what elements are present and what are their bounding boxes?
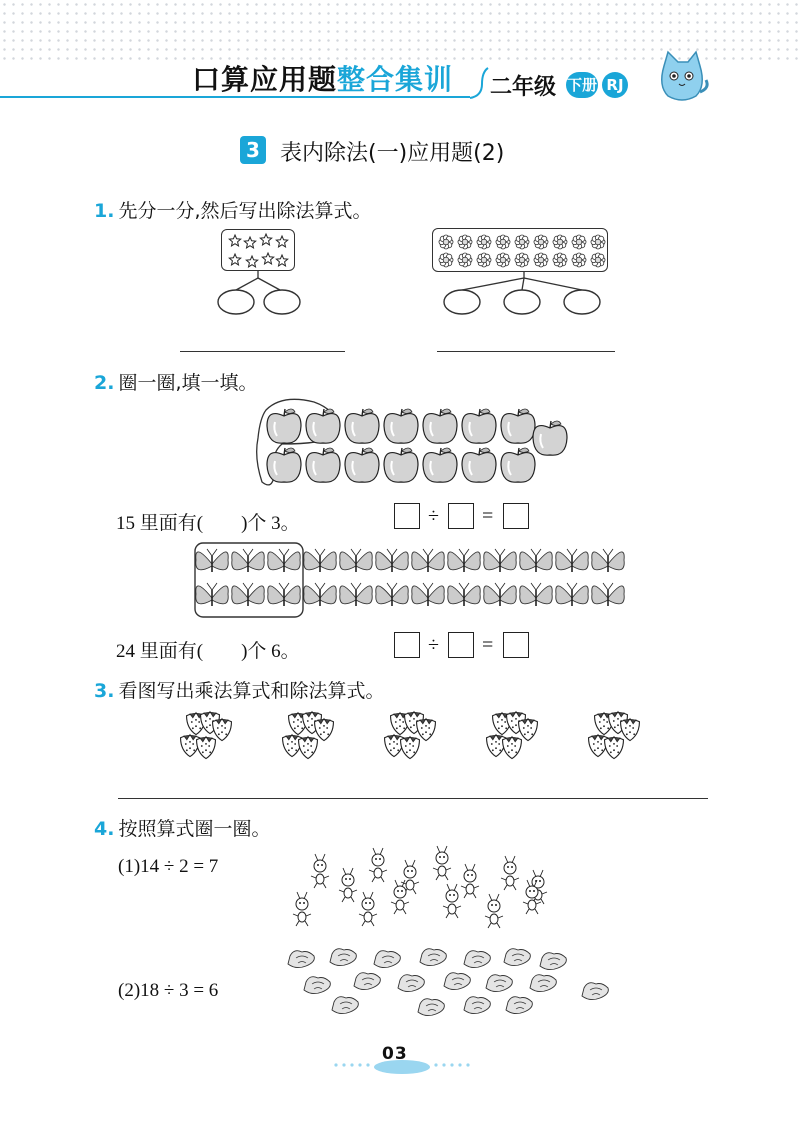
answer-line[interactable] [118,798,708,799]
flower-icon [458,253,472,267]
flower-icon [496,253,510,267]
question-1 [94,196,372,223]
flower-icon [433,229,609,273]
q2-line-1: 15 里面有( )个 3。 [116,513,300,534]
edition-badge [602,72,628,98]
flower-icon [572,253,586,267]
divide-sign: ÷ [428,505,439,527]
flower-icon [398,975,424,992]
strawberry-icon [417,719,436,741]
answer-oval[interactable] [564,290,600,314]
flower-icon [506,997,532,1014]
star-icon [229,254,240,265]
answer-oval[interactable] [504,290,540,314]
ant-icon [311,854,329,888]
strawberry-group [170,704,650,766]
butterfly-icon [520,549,552,572]
flowers-split-diagram [436,272,612,322]
header-title [192,58,453,98]
butterfly-icon [304,583,336,606]
butterfly-icon [448,549,480,572]
strawberry-icon [519,719,538,741]
ant-icon [461,864,479,898]
butterfly-icon [340,583,372,606]
q4-item-1: (1)14 ÷ 2 = 7 [118,856,219,877]
butterfly-icon [196,583,228,606]
star-icon [276,255,287,266]
butterfly-icon [340,549,372,572]
q2-line-2: 24 里面有( )个 6。 [116,641,300,662]
strawberry-icon [503,737,522,759]
flower-icon [374,951,400,968]
flower-icon [439,235,453,249]
section-title: 表内除法(一)应用题(2) [280,141,505,166]
edition-badge-text: RJ [602,72,628,98]
butterfly-group [194,542,634,622]
header-divider [468,66,488,100]
header-title-main: 口算应用题 [192,63,338,96]
butterfly-icon [268,549,300,572]
flower-icon [304,977,330,994]
apple-icon [533,421,567,455]
apple-icon [345,448,379,482]
butterfly-icon [232,583,264,606]
question-4 [94,814,270,841]
question-1-number: 1. [94,200,115,222]
answer-box[interactable] [503,503,529,529]
answer-box[interactable] [448,632,474,658]
butterfly-icon [376,583,408,606]
question-3-text: 看图写出乘法算式和除法算式。 [118,680,385,702]
answer-oval[interactable] [264,290,300,314]
strawberry-icon [197,737,216,759]
question-1-text: 先分一分,然后写出除法算式。 [118,200,372,222]
flowers-box [432,228,608,272]
apple-icon [501,448,535,482]
q4-item-2: (2)18 ÷ 3 = 6 [118,980,219,1001]
butterfly-icon [412,583,444,606]
apple-icon [306,448,340,482]
divide-sign: ÷ [428,634,439,656]
flower-icon [330,949,356,966]
header-title-accent: 整合集训 [337,63,454,96]
flower-icon [591,235,605,249]
butterfly-icon [376,549,408,572]
answer-box[interactable] [394,632,420,658]
flower-icon [591,253,605,267]
flower-icon [288,951,314,968]
ant-icon [501,856,519,890]
apple-icon [462,448,496,482]
butterfly-icon [484,583,516,606]
star-icon [276,236,287,247]
butterfly-icon [592,583,624,606]
equals-sign: = [482,634,494,656]
flower-icon [486,975,512,992]
grade-label: 二年级 [490,75,557,100]
flower-icon [553,253,567,267]
flower-icon [439,253,453,267]
flower-icon [282,944,622,1030]
strawberry-icon [213,719,232,741]
butterfly-icon [448,583,480,606]
answer-box[interactable] [448,503,474,529]
flower-icon [477,235,491,249]
strawberry-icon [621,719,640,741]
butterfly-icon [232,549,264,572]
ant-icon [443,884,461,918]
apple-icon [267,409,301,443]
apple-icon [306,409,340,443]
header-rule [0,96,470,98]
apple-icon [384,448,418,482]
flower-icon [515,253,529,267]
ant-icon [433,846,451,880]
star-icon [222,230,296,272]
flower-icon [418,999,444,1016]
ant-icon [369,848,387,882]
question-3-number: 3. [94,680,115,702]
flower-icon [515,235,529,249]
flower-icon [496,235,510,249]
flower-icon [553,235,567,249]
question-2 [94,368,258,395]
answer-line[interactable] [437,351,615,352]
apple-icon [423,409,457,443]
ant-icon [293,892,311,926]
apple-icon [462,409,496,443]
page-number: 03 [382,1044,408,1064]
volume-badge-text: 下册 [566,72,598,98]
equals-sign: = [482,505,494,527]
butterfly-icon [556,583,588,606]
question-4-text: 按照算式圈一圈。 [118,818,271,840]
butterfly-icon [268,583,300,606]
answer-oval[interactable] [218,290,254,314]
flower-icon [504,949,530,966]
apple-group [252,398,582,493]
strawberry-icon [401,737,420,759]
answer-oval[interactable] [444,290,480,314]
ant-icon [485,894,503,928]
stars-box [221,229,295,271]
butterfly-icon [556,549,588,572]
star-icon [260,234,271,245]
apple-icon [267,448,301,482]
answer-line[interactable] [180,351,345,352]
flower-icon [534,235,548,249]
flower-icon [332,997,358,1014]
star-icon [244,237,255,248]
flower-icon [464,951,490,968]
strawberry-icon [299,737,318,759]
butterfly-icon [484,549,516,572]
strawberry-icon [605,737,624,759]
flower-icon [530,975,556,992]
flower-icon [354,973,380,990]
star-icon [246,256,257,267]
answer-box[interactable] [503,632,529,658]
butterfly-icon [592,549,624,572]
section-number: 3 [240,136,266,164]
question-2-text: 圈一圈,填一填。 [118,372,258,394]
butterfly-icon [304,549,336,572]
question-3 [94,676,384,703]
question-2-number: 2. [94,372,115,394]
cat-icon [656,52,706,104]
flower-icon [458,235,472,249]
flower-icon [572,235,586,249]
butterfly-icon [520,583,552,606]
flower-icon [444,973,470,990]
star-icon [262,253,273,264]
apple-icon [384,409,418,443]
butterfly-icon [412,549,444,572]
ant-icon [282,842,572,942]
flower-icon [534,253,548,267]
apple-icon [501,409,535,443]
stars-split-diagram [210,270,310,320]
volume-badge [566,72,598,98]
butterfly-icon [196,549,228,572]
answer-box[interactable] [394,503,420,529]
flower-icon [477,253,491,267]
flower-icon [582,983,608,1000]
ant-icon [359,892,377,926]
question-4-number: 4. [94,818,115,840]
star-icon [229,235,240,246]
flower-icon [540,953,566,970]
apple-icon [423,448,457,482]
flower-icon [420,949,446,966]
apple-icon [345,409,379,443]
flower-icon [464,997,490,1014]
ant-icon [339,868,357,902]
strawberry-icon [315,719,334,741]
